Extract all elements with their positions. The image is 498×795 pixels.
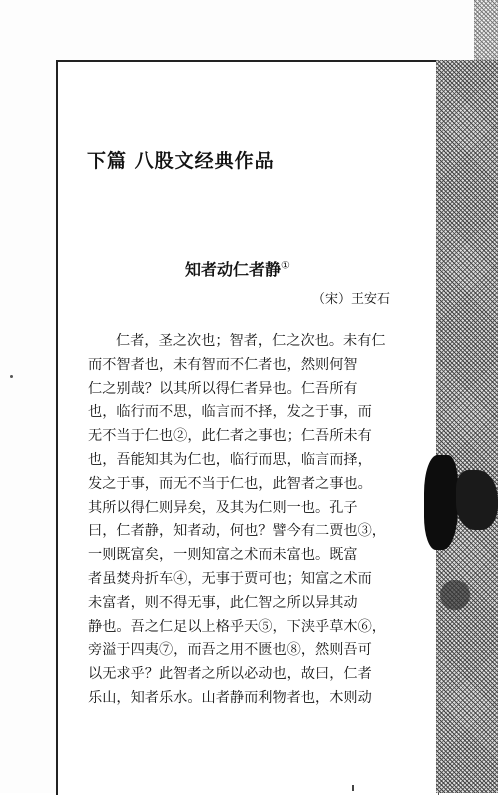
essay-body [88, 330, 428, 711]
ink-smudge [440, 580, 470, 610]
body-line: 曰，仁者静，知者动，何也？譬今有二贾也③， [88, 523, 386, 540]
body-line: 一则既富矣，一则知富之术而未富也。既富 [88, 547, 358, 564]
scan-mark [352, 785, 354, 791]
binding-shadow-top [474, 0, 498, 60]
essay-title [185, 257, 290, 280]
ink-smudge [424, 455, 458, 550]
ink-smudge [456, 470, 498, 530]
section-heading: 下篇 八股文经典作品 [87, 150, 275, 172]
body-line: 旁溢于四夷⑦，而吾之用不匮也⑧，然则吾可 [88, 642, 372, 659]
body-line: 发之于事，而无不当于仁也，此智者之事也。 [88, 475, 372, 492]
body-line: 乐山，知者乐水。山者静而利物者也，木则动 [88, 689, 372, 706]
footnote-marker: ① [281, 260, 290, 272]
author-attribution: （宋）王安石 [312, 292, 391, 307]
body-line: 未富者，则不得无事，此仁智之所以异其动 [88, 594, 358, 611]
speck [10, 375, 13, 378]
body-line: 仁者，圣之次也；智者，仁之次也。未有仁 [116, 333, 386, 349]
body-line: 也，临行而不思，临言而不择，发之于事，而 [88, 404, 372, 421]
body-line: 仁之别哉？以其所以得仁者异也。仁吾所有 [88, 380, 358, 397]
body-line: 者虽焚舟折车④，无事于贾可也；知富之术而 [88, 570, 372, 587]
body-line: 其所以得仁则异矣，及其为仁则一也。孔子 [88, 499, 358, 516]
body-line: 而不智者也，未有智而不仁者也，然则何智 [88, 356, 358, 373]
body-line: 也，吾能知其为仁也，临行而思，临言而择， [88, 451, 372, 468]
body-line: 以无求乎？此智者之所以必动也，故曰，仁者 [88, 666, 372, 683]
binding-shadow [436, 60, 498, 793]
body-line: 无不当于仁也②，此仁者之事也；仁吾所未有 [88, 428, 372, 445]
essay-title-text: 知者动仁者静 [185, 260, 282, 279]
body-line: 静也。吾之仁足以上格乎天⑤，下浃乎草木⑥， [88, 618, 386, 635]
